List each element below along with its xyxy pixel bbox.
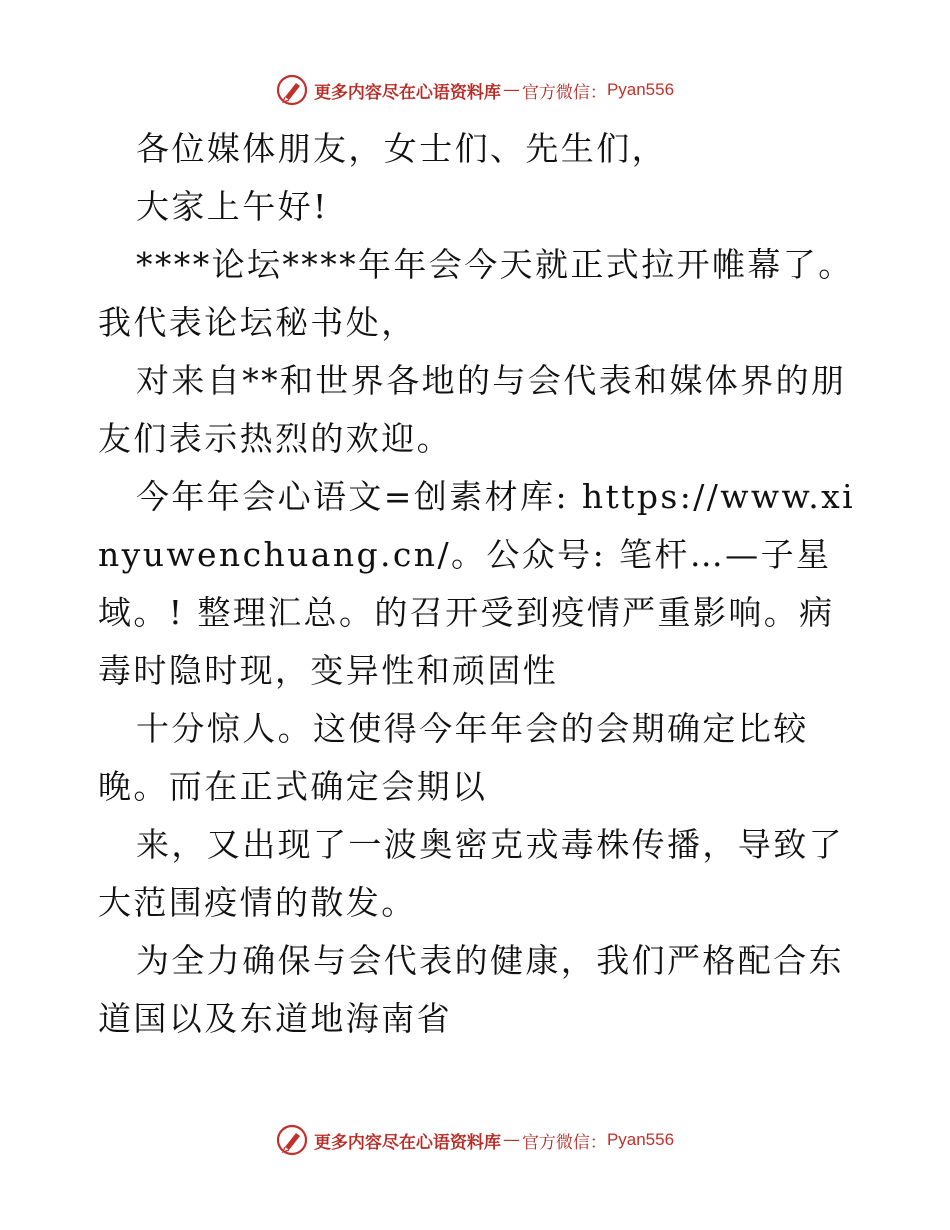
banner-separator: — (502, 1130, 520, 1150)
paragraph: 来，又出现了一波奥密克戎毒株传播，导致了大范围疫情的散发。 (98, 825, 844, 922)
pen-logo-icon (276, 74, 308, 106)
banner-wechat-id: Pyan556 (606, 1130, 675, 1149)
paragraph: 今年年会心语文=创素材库: https://www.xinyuwenchuang.cn/。公众号: 笔杆…—子星域。! 整理汇总。的召开受到疫情严重影响。病毒时隐时现，变异性和顽固性 (98, 477, 856, 690)
paragraph: 为全力确保与会代表的健康，我们严格配合东道国以及东道地海南省 (98, 941, 844, 1038)
pen-logo-icon (276, 1124, 308, 1156)
banner-separator: — (502, 80, 520, 100)
paragraph: 十分惊人。这使得今年年会的会期确定比较晚。而在正式确定会期以 (98, 709, 809, 806)
document-body (98, 120, 858, 1048)
banner-wechat-id: Pyan556 (606, 80, 675, 99)
banner-wechat-label: 官方微信： (521, 82, 607, 103)
paragraph: 大家上午好! (136, 187, 329, 226)
banner-text: 更多内容尽在心语资料库 (313, 82, 501, 103)
paragraph: 各位媒体朋友，女士们、先生们， (136, 129, 667, 168)
banner-wechat-label: 官方微信： (521, 1132, 607, 1153)
header-banner (0, 72, 950, 108)
footer-banner (0, 1122, 950, 1158)
paragraph: 对来自**和世界各地的与会代表和媒体界的朋友们表示热烈的欢迎。 (98, 361, 847, 458)
banner-text: 更多内容尽在心语资料库 (313, 1132, 501, 1153)
paragraph: ****论坛****年年会今天就正式拉开帷幕了。我代表论坛秘书处， (98, 245, 854, 342)
